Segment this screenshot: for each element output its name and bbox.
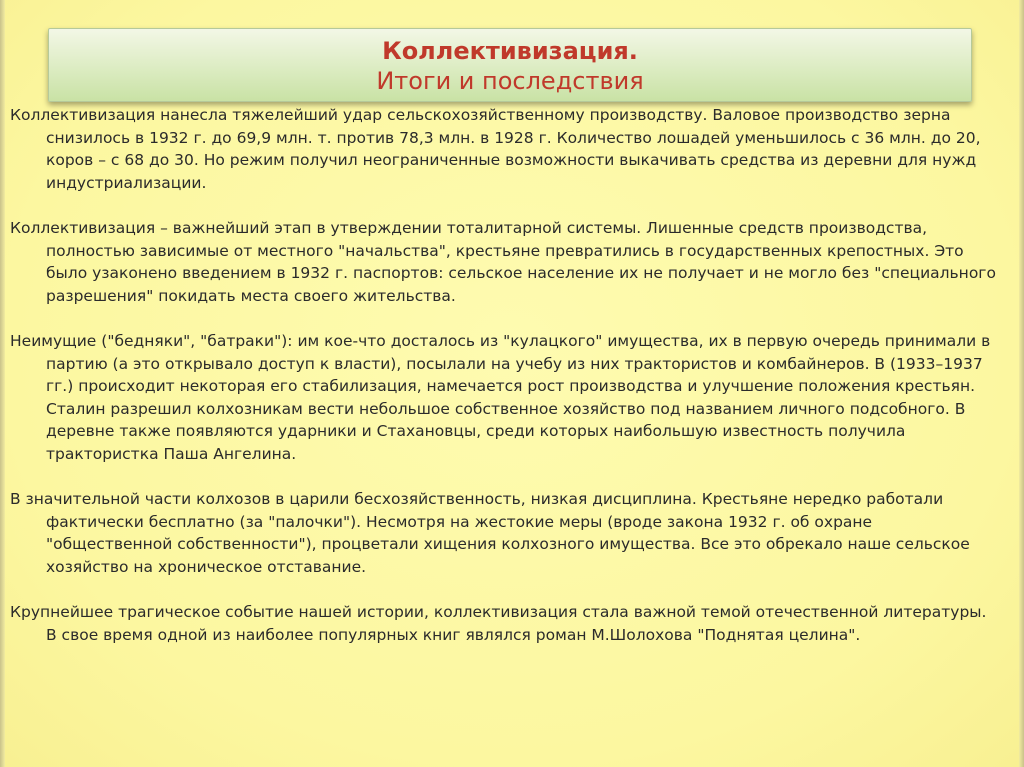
paragraph-4: В значительной части колхозов в царили бесхозяйственность, низкая дисциплина. Крестьяне нередко работали фактически бесплатно (за "палочки"). Несмотря на жестокие меры (вроде закона 1932 г. об охране "общественной собственности"), процветали хищения колхозного имущества. Все это обрекало наше сельское хозяйство на хроническое отставание. xyxy=(10,490,970,576)
slide-subtitle: Итоги и последствия xyxy=(376,67,644,95)
slide-edge-right xyxy=(1019,0,1024,767)
slide-title: Коллективизация. xyxy=(382,37,638,65)
paragraph-1: Коллективизация нанесла тяжелейший удар сельскохозяйственному производству. Валовое производство зерна снизилось в 1932 г. до 69,9 млн. т. против 78,3 млн. в 1928 г. Количество лошадей уменьшилось с 36 млн. до 20, коров – с 68 до 30. Но режим получил неограниченные возможности выкачивать средства из деревни для нужд индустриализации. xyxy=(10,106,981,192)
paragraph-3: Неимущие ("бедняки", "батраки"): им кое-что досталось из "кулацкого" имущества, их в первую очередь принимали в партию (а это открывало доступ к власти), посылали на учебу из них трактористов и комбайнеров. В (1933–1937 гг.) происходит некоторая его стабилизация, намечается рост производства и улучшение положения крестьян. Сталин разрешил колхозникам вести небольшое собственное хозяйство под названием личного подсобного. В деревне также появляются ударники и Стахановцы, среди которых наибольшую известность получила трактористка Паша Ангелина. xyxy=(10,332,991,463)
slide-content xyxy=(10,104,1000,669)
paragraph-2: Коллективизация – важнейший этап в утверждении тоталитарной системы. Лишенные средств производства, полностью зависимые от местного "начальства", крестьяне превратились в государственных крепостных. Это было узаконено введением в 1932 г. паспортов: сельское население их не получает и не могло без "специального разрешения" покидать места своего жительства. xyxy=(10,219,996,305)
title-box xyxy=(48,28,972,102)
paragraph-5: Крупнейшее трагическое событие нашей истории, коллективизация стала важной темой отечественной литературы. В свое время одной из наиболее популярных книг являлся роман М.Шолохова "Поднятая целина". xyxy=(10,603,987,644)
slide-edge-left xyxy=(0,0,5,767)
